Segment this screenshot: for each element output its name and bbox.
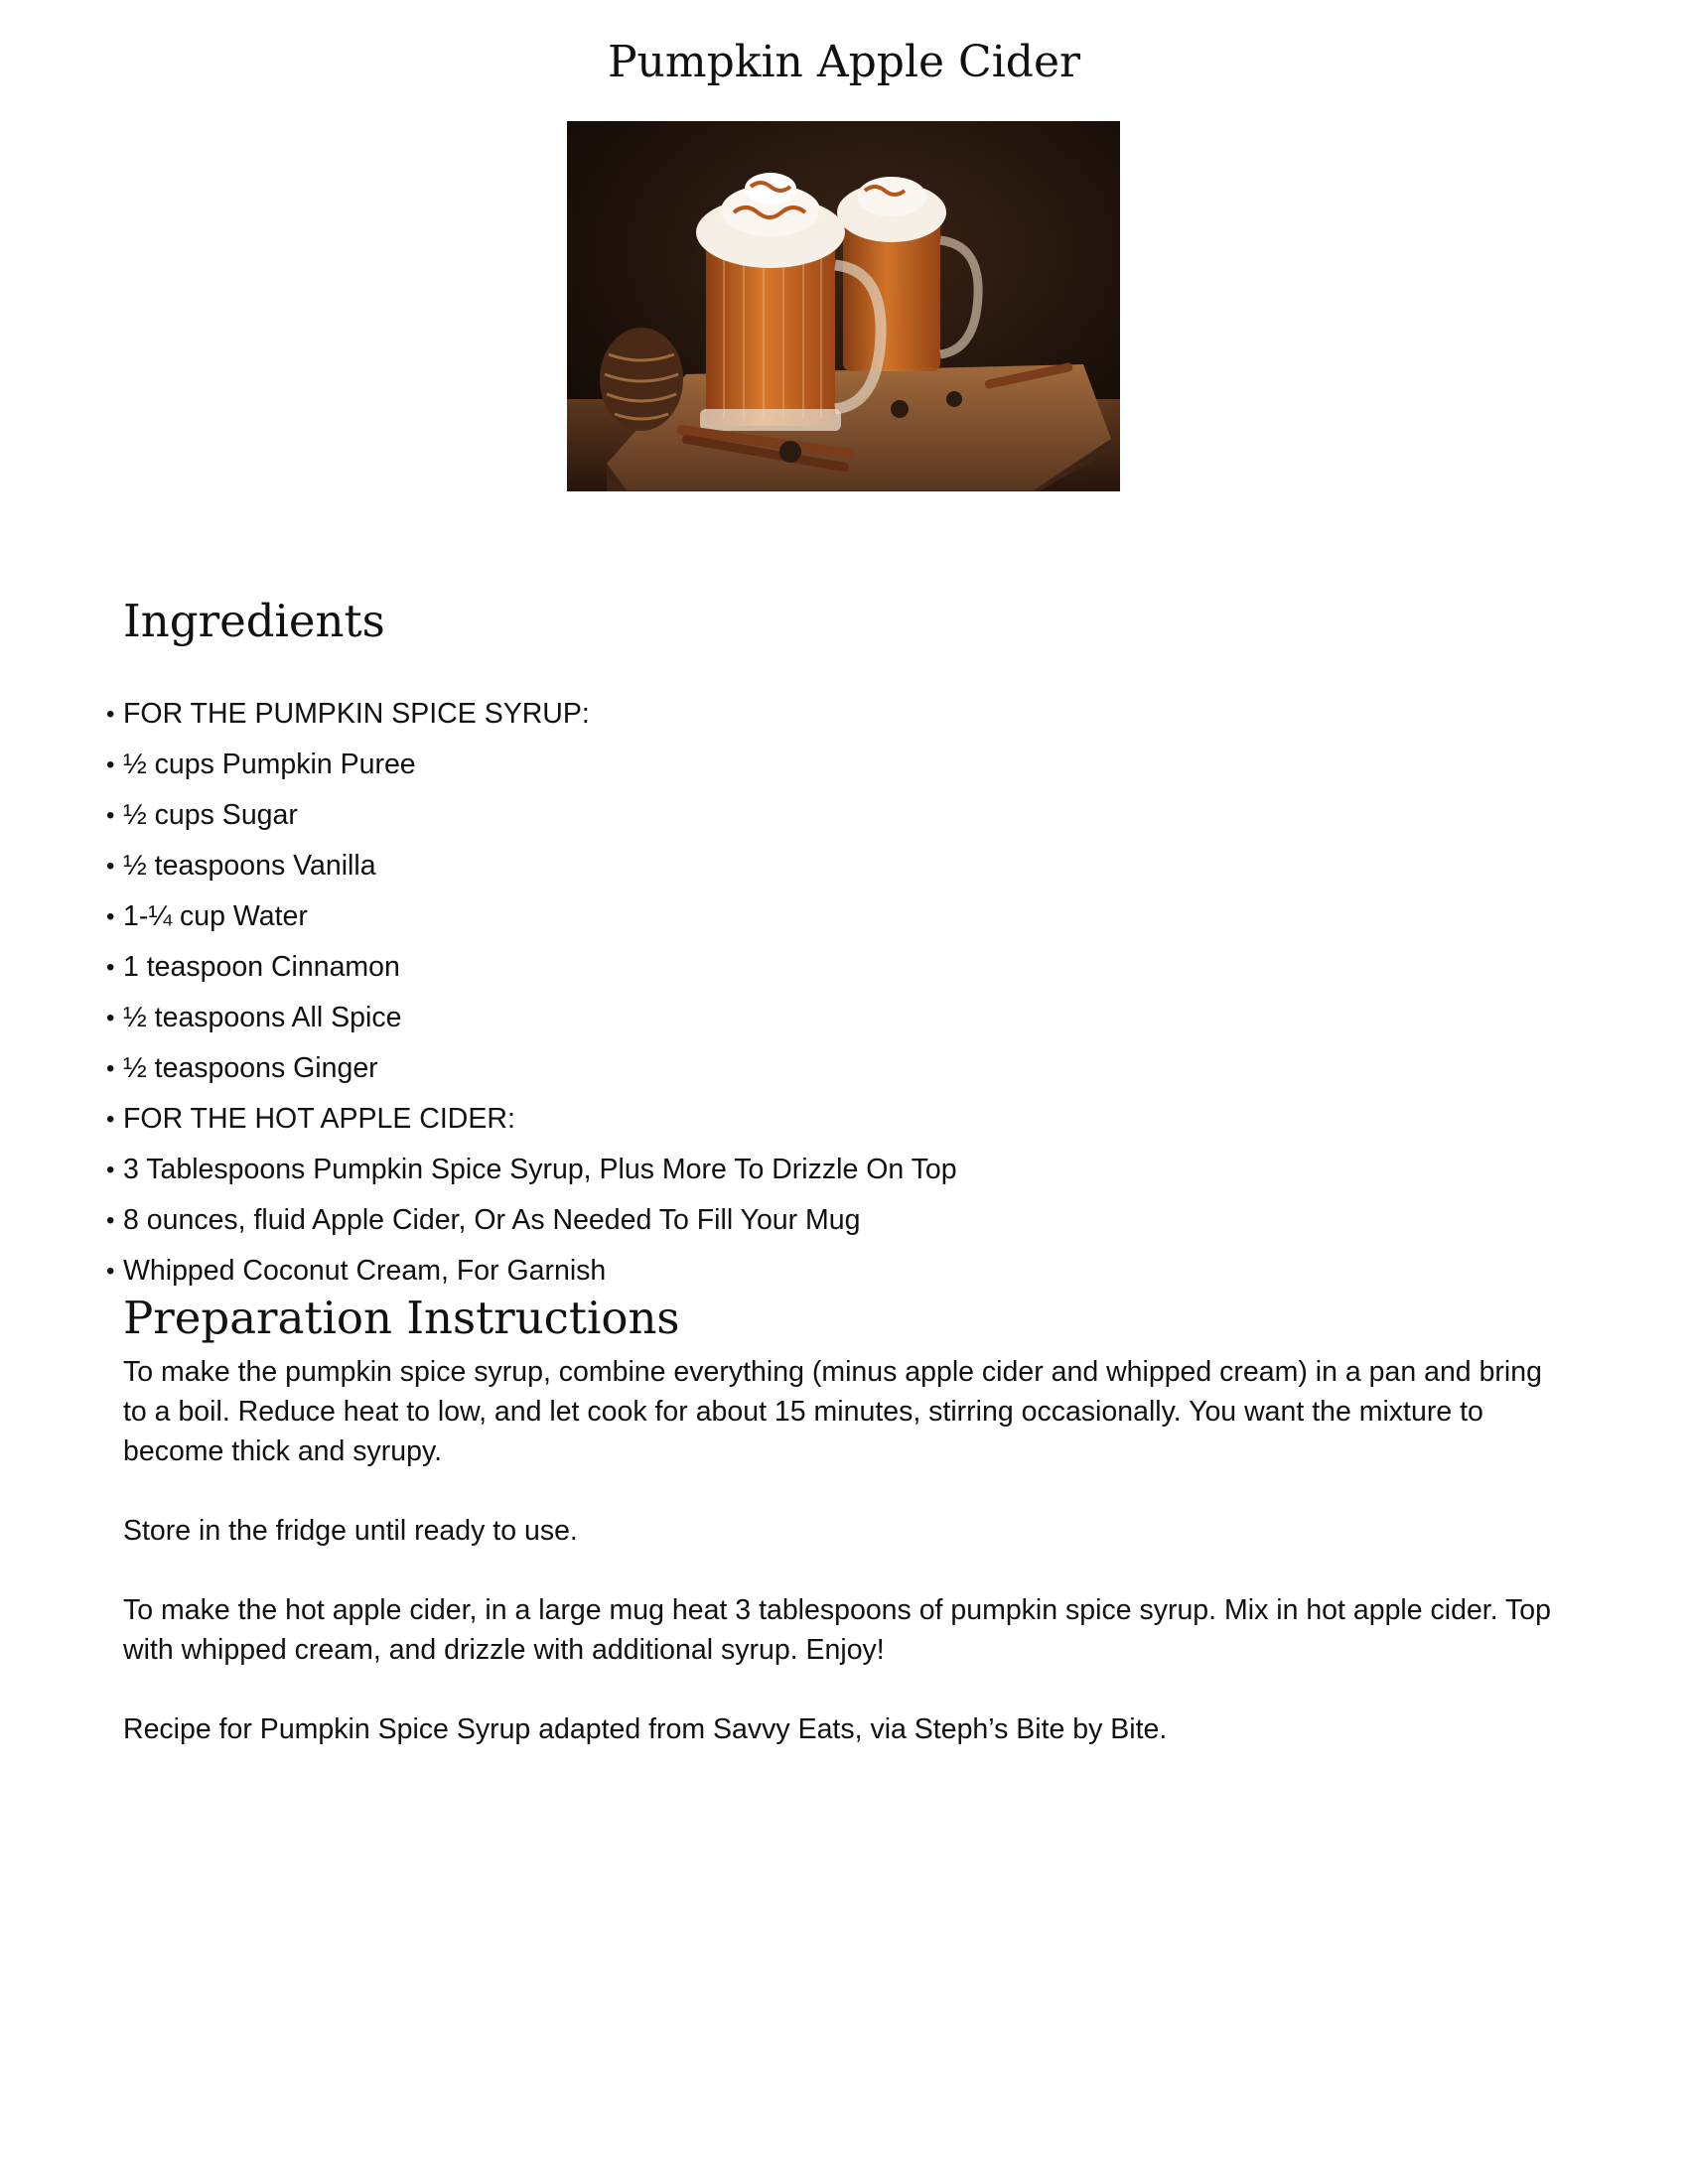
ingredient-text: ½ cups Pumpkin Puree <box>123 749 416 780</box>
bullet-icon: • <box>106 1157 115 1183</box>
preparation-heading: Preparation Instructions <box>123 1292 680 1344</box>
bullet-icon: • <box>106 903 115 930</box>
ingredient-text: ½ teaspoons Vanilla <box>123 850 376 882</box>
ingredient-text: ½ teaspoons Ginger <box>123 1052 378 1084</box>
ingredient-item <box>0 1043 957 1094</box>
ingredient-list <box>0 689 957 1297</box>
recipe-photo <box>567 121 1120 491</box>
ingredient-text: ½ teaspoons All Spice <box>123 1002 402 1033</box>
bullet-icon: • <box>106 1258 115 1285</box>
ingredient-item <box>0 1145 957 1195</box>
ingredient-item <box>0 841 957 891</box>
pinecone-shape <box>600 328 683 431</box>
ingredient-item <box>0 1195 957 1246</box>
ingredient-text: FOR THE HOT APPLE CIDER: <box>123 1103 515 1135</box>
ingredient-text: 3 Tablespoons Pumpkin Spice Syrup, Plus More To Drizzle On Top <box>123 1154 957 1185</box>
bullet-icon: • <box>106 1207 115 1234</box>
ingredient-item <box>0 1246 957 1297</box>
preparation-paragraph: To make the pumpkin spice syrup, combine everything (minus apple cider and whipped cream) in a pan and bring to a boil. Reduce heat to low, and let cook for about 15 minutes, stirring occasionally. You want the mixture to become thick and syrupy. <box>123 1356 1542 1467</box>
preparation-paragraph: Store in the fridge until ready to use. <box>123 1515 578 1547</box>
recipe-credit: Recipe for Pumpkin Spice Syrup adapted from Savvy Eats, via Steph’s Bite by Bite. <box>123 1713 1168 1745</box>
ingredient-item <box>0 790 957 841</box>
ingredient-item <box>0 942 957 993</box>
ingredient-text: 1 teaspoon Cinnamon <box>123 951 400 983</box>
ingredient-text: ½ cups Sugar <box>123 799 298 831</box>
ingredient-text: FOR THE PUMPKIN SPICE SYRUP: <box>123 698 590 730</box>
bullet-icon: • <box>106 1106 115 1133</box>
ingredient-item <box>0 891 957 942</box>
preparation-body <box>123 1352 1573 1789</box>
bullet-icon: • <box>106 954 115 981</box>
ingredient-item <box>0 689 957 740</box>
ingredient-item <box>0 740 957 790</box>
page-title: Pumpkin Apple Cider <box>607 37 1081 87</box>
ingredient-text: 8 ounces, fluid Apple Cider, Or As Needed To Fill Your Mug <box>123 1204 861 1236</box>
bullet-icon: • <box>106 802 115 829</box>
ingredient-item <box>0 993 957 1043</box>
ingredients-heading: Ingredients <box>123 595 385 647</box>
bullet-icon: • <box>106 751 115 778</box>
bullet-icon: • <box>106 1005 115 1031</box>
cider-mugs-illustration <box>567 121 1120 491</box>
ingredient-text: 1-¼ cup Water <box>123 900 308 932</box>
bullet-icon: • <box>106 1055 115 1082</box>
ingredient-item <box>0 1094 957 1145</box>
preparation-paragraph: To make the hot apple cider, in a large mug heat 3 tablespoons of pumpkin spice syrup. Mix in hot apple cider. Top with whipped cream, and drizzle with additional syrup. Enjoy! <box>123 1594 1551 1666</box>
bullet-icon: • <box>106 853 115 880</box>
bullet-icon: • <box>106 701 115 728</box>
ingredient-text: Whipped Coconut Cream, For Garnish <box>123 1255 607 1287</box>
